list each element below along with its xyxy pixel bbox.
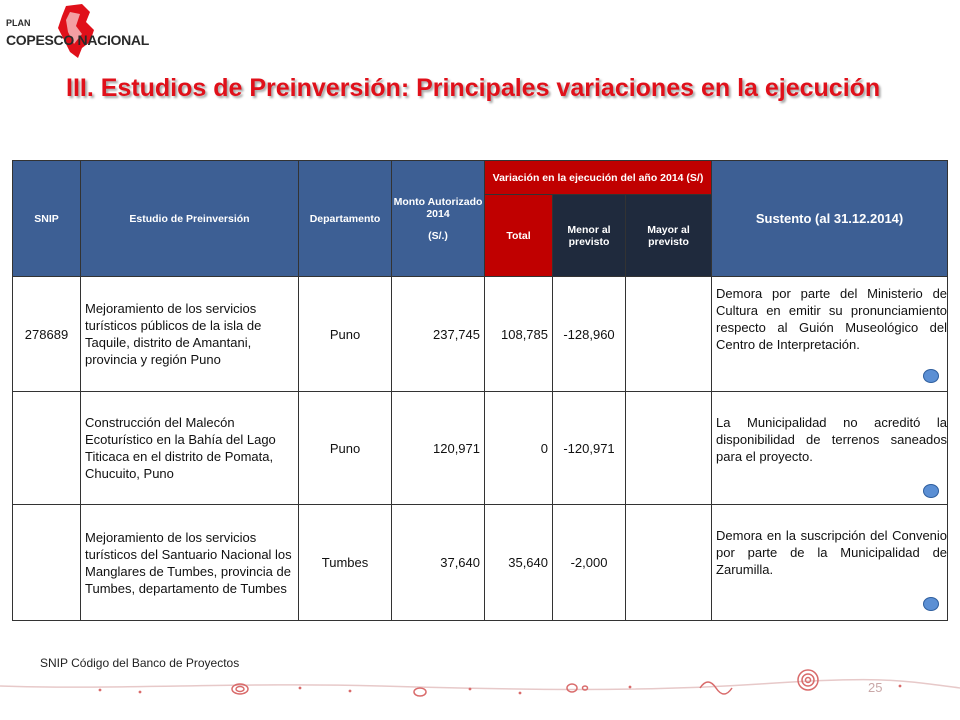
header-total: Total <box>485 195 553 277</box>
cell-total: 108,785 <box>485 277 553 392</box>
cell-sustento <box>712 277 948 392</box>
cell-monto: 120,971 <box>392 392 485 505</box>
cell-sustento <box>712 505 948 621</box>
header-monto-line2: (S/.) <box>428 229 448 242</box>
header-sustento: Sustento (al 31.12.2014) <box>712 161 948 277</box>
decorative-swirl-border <box>0 668 960 720</box>
footnote: SNIP Código del Banco de Proyectos <box>40 656 240 670</box>
cell-menor: -120,971 <box>553 392 626 505</box>
cell-departamento: Puno <box>299 277 392 392</box>
preinversion-table <box>12 160 948 621</box>
header-departamento: Departamento <box>299 161 392 277</box>
cell-departamento: Tumbes <box>299 505 392 621</box>
logo-name-part2: NACIONAL <box>77 32 149 48</box>
cell-total: 35,640 <box>485 505 553 621</box>
cell-monto: 37,640 <box>392 505 485 621</box>
cell-total: 0 <box>485 392 553 505</box>
logo-name-part1: COPESCO <box>6 32 74 48</box>
cell-estudio: Mejoramiento de los servicios turísticos del Santuario Nacional los Manglares de Tumbes, provincia de Tumbes, departamento de Tumbes <box>81 505 299 621</box>
cell-menor: -128,960 <box>553 277 626 392</box>
header-menor: Menor al previsto <box>553 195 626 277</box>
cell-sustento <box>712 392 948 505</box>
cell-mayor <box>626 505 712 621</box>
table-row <box>13 505 948 621</box>
header-mayor: Mayor al previsto <box>626 195 712 277</box>
cell-menor: -2,000 <box>553 505 626 621</box>
cell-snip: 278689 <box>13 277 81 392</box>
comment-marker-icon <box>923 484 939 498</box>
header-snip: SNIP <box>13 161 81 277</box>
header-monto <box>392 161 485 277</box>
cell-estudio: Construcción del Malecón Ecoturístico en la Bahía del Lago Titicaca en el distrito de Pomata, Chucuito, Puno <box>81 392 299 505</box>
logo-plan-text: PLAN <box>6 18 31 28</box>
cell-mayor <box>626 392 712 505</box>
header-variacion: Variación en la ejecución del año 2014 (S/) <box>485 161 712 195</box>
cell-estudio: Mejoramiento de los servicios turísticos públicos de la isla de Taquile, distrito de Amantani, provincia y región Puno <box>81 277 299 392</box>
header-monto-line1: Monto Autorizado 2014 <box>393 195 483 220</box>
sustento-text: La Municipalidad no acreditó la disponibilidad de terrenos saneados para el proyecto. <box>716 415 948 464</box>
table-row <box>13 277 948 392</box>
cell-snip <box>13 392 81 505</box>
comment-marker-icon <box>923 369 939 383</box>
header-estudio: Estudio de Preinversión <box>81 161 299 277</box>
cell-mayor <box>626 277 712 392</box>
cell-monto: 237,745 <box>392 277 485 392</box>
cell-snip <box>13 505 81 621</box>
cell-departamento: Puno <box>299 392 392 505</box>
logo-name <box>6 32 149 48</box>
sustento-text: Demora en la suscripción del Convenio por parte de la Municipalidad de Zarumilla. <box>716 528 948 577</box>
sustento-text: Demora por parte del Ministerio de Cultura en emitir su pronunciamiento respecto al Guión Museológico del Centro de Interpretación. <box>716 286 948 352</box>
copesco-logo <box>4 4 154 60</box>
comment-marker-icon <box>923 597 939 611</box>
table-row <box>13 392 948 505</box>
page-title: III. Estudios de Preinversión: Principales variaciones en la ejecución <box>66 74 881 102</box>
page-number: 25 <box>868 680 883 695</box>
